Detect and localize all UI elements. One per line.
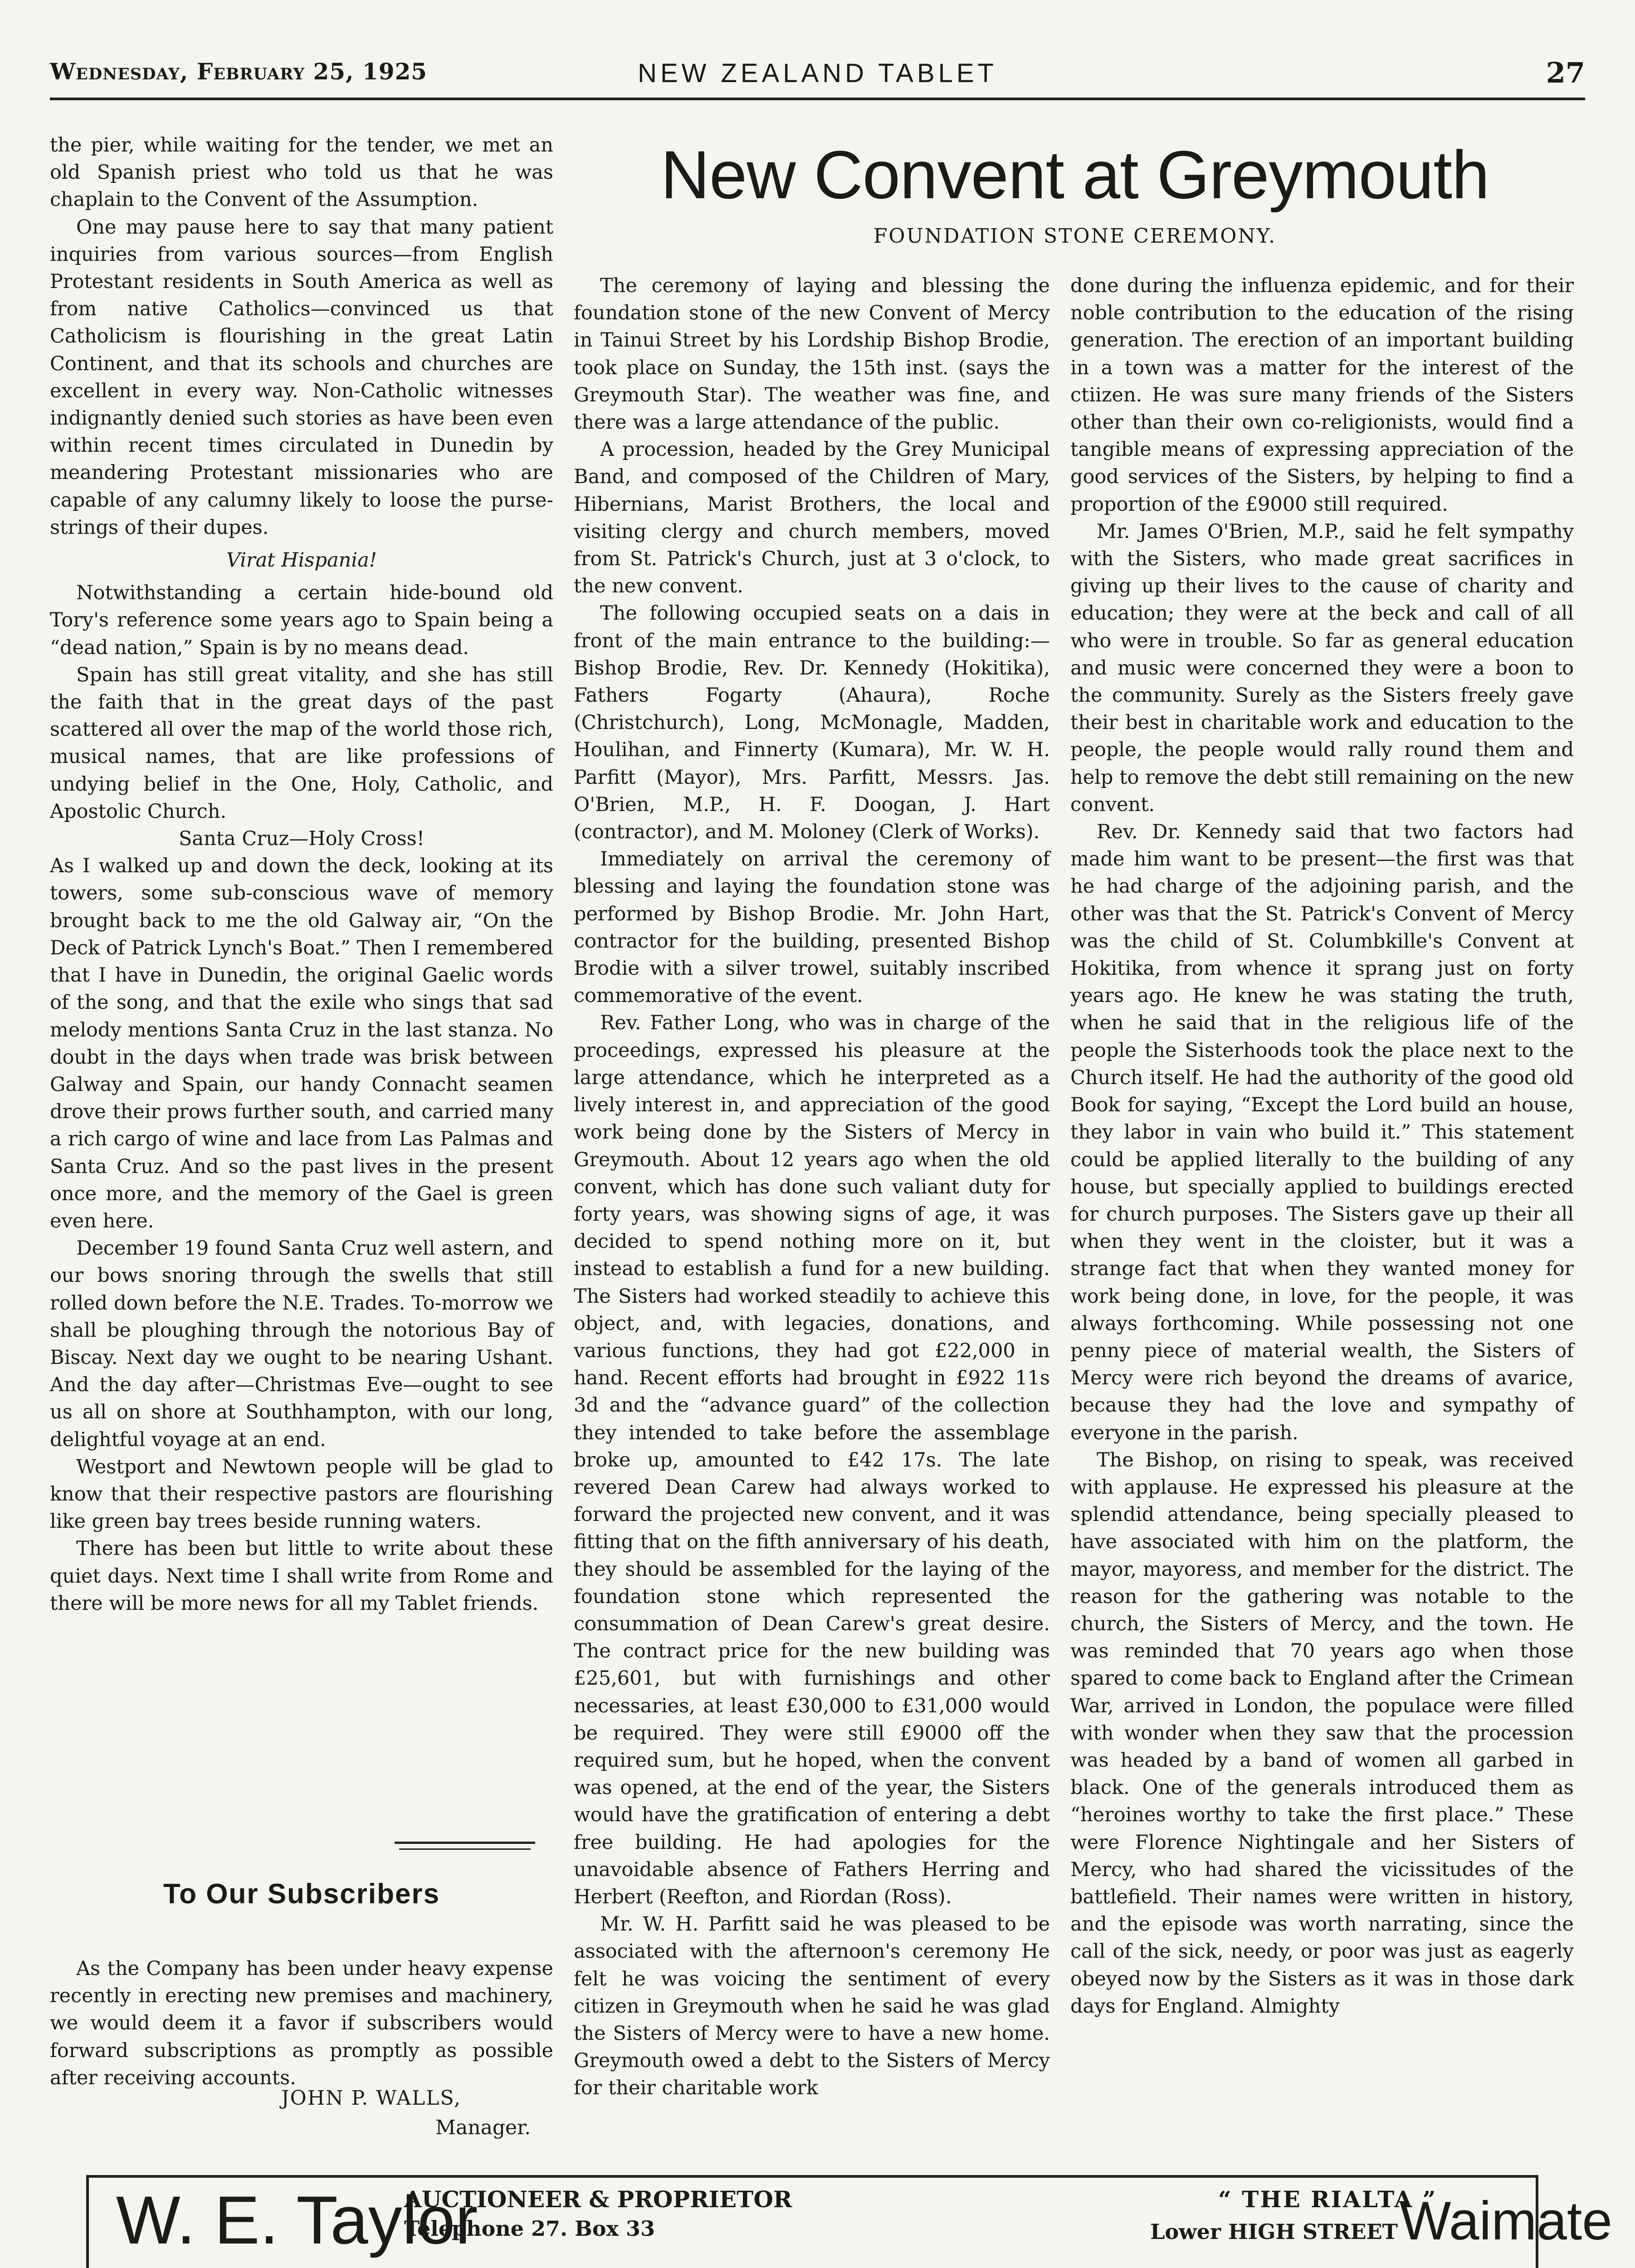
- article-headline: New Convent at Greymouth: [660, 137, 1489, 213]
- paragraph: One may pause here to say that many patient inquiries from various sources—from English Protestant residents in South America as well as from native Catholics—convinced us that Catholicism is flourishing in the great Latin Continent, and that its schools and churches are excellent in every way. Non-Catholic witnesses indignantly denied such stories as have been even within recent times circulated in Dunedin by meandering Protestant missionaries who are capable of any calumny likely to loose the purse-strings of their dupes.: [50, 215, 553, 539]
- left-column: [50, 132, 553, 1901]
- paragraph: the pier, while waiting for the tender, we met an old Spanish priest who told us that he was chaplain to the Convent of the Assumption.: [50, 134, 553, 211]
- separator-rule-thin: [399, 1848, 531, 1850]
- advertiser-town: Waimate: [1400, 2190, 1612, 2251]
- advertiser-telephone: Telephone 27. Box 33: [404, 2216, 655, 2241]
- paragraph: Rev. Dr. Kennedy said that two factors had made him want to be present—the first was that he had charge of the adjoining parish, and the other was that the St. Patrick's Convent of Mercy was the child of St. Columbkille's Convent at Hokitika, from whence it sprang just on forty years ago. He knew he was stating the truth, when he said that in the religious life of the people the Sisterhoods took the place next to the Church itself. He had the authority of the good old Book for saying, “Except the Lord build an house, they labor in vain who build it.” This statement could be applied literally to the building of any house, but specially applied to buildings erected for church purposes. The Sisters gave up their all when they went in the cloister, but it was a strange fact that when they wanted money for work being done, in love, for the people, it was always forthcoming. While possessing not one penny piece of material wealth, the Sisters of Mercy were rich beyond the dreams of avarice, because they had the love and sympathy of everyone in the parish.: [1070, 821, 1574, 1444]
- page-number: 27: [1546, 56, 1585, 89]
- separator-rule: [395, 1842, 535, 1844]
- signature-name: JOHN P. WALLS,: [281, 2087, 462, 2110]
- advertiser-role: AUCTIONEER & PROPRIETOR: [404, 2186, 792, 2213]
- article-column-2: [1070, 272, 1574, 2259]
- paragraph: A procession, headed by the Grey Municipal Band, and composed of the Children of Mary, Hibernians, Marist Brothers, the local and visiting clergy and church members, moved from St. Patrick's Church, just at 3 o'clock, to the new convent.: [574, 438, 1050, 598]
- issue-date: Wednesday, February 25, 1925: [50, 58, 428, 85]
- paragraph: Rev. Father Long, who was in charge of the proceedings, expressed his pleasure at the large attendance, which he interpreted as a lively interest in, and appreciation of the good work being done by the Sisters of Mercy in Greymouth. About 12 years ago when the old convent, which has done such valiant duty for forty years, was showing signs of age, it was decided to spend nothing more on it, but instead to establish a fund for a new building. The Sisters had worked steadily to achieve this object, and, with legacies, donations, and various functions, they had got £22,000 in hand. Recent efforts had brought in £922 11s 3d and the “advance guard” of the collection they intended to take before the assemblage broke up, amounted to £42 17s. The late revered Dean Carew had always worked to forward the projected new convent, and it was fitting that on the fifth anniversary of his death, they should be assembled for the laying of the foundation stone which represented the consummation of Dean Carew's great desire. The contract price for the new building was £25,601, but with furnishings and other necessaries, at least £30,000 to £31,000 would be required. They were still £9000 off the required sum, but he hoped, when the convent was opened, at the end of the year, the Sisters would have the gratification of entering a debt free building. He had apologies for the unavoidable absence of Fathers Herring and Herbert (Reefton, and Riordan (Ross).: [574, 1012, 1050, 1908]
- subscribers-notice: [50, 1955, 553, 2092]
- section-heading-santa-cruz: Santa Cruz—Holy Cross!: [178, 827, 425, 850]
- advertiser-name: W. E. Taylor: [116, 2182, 478, 2258]
- paragraph: There has been but little to write about these quiet days. Next time I shall write from Rome and there will be more news for all my Tablet friends.: [50, 1537, 553, 1615]
- page-header: [50, 54, 1585, 94]
- advertiser-venue: “ THE RIALTA ”: [1218, 2186, 1437, 2213]
- section-heading-vivat: Virat Hispania!: [226, 549, 377, 572]
- advertisement-box: [86, 2175, 1612, 2268]
- paragraph: Immediately on arrival the ceremony of blessing and laying the foundation stone was performed by Bishop Brodie. Mr. John Hart, contractor for the building, presented Bishop Brodie with a silver trowel, suitably inscribed commemorative of the event.: [574, 848, 1050, 1007]
- paragraph: done during the influenza epidemic, and for their noble contribution to the education of the rising generation. The erection of an important building in a town was a matter for the interest of the ctiizen. He was sure many friends of the Sisters other than their own co-religionists, would find a tangible means of expressing appreciation of the good services of the Sisters, by helping to find a proportion of the £9000 still required.: [1070, 274, 1574, 516]
- paragraph: The Bishop, on rising to speak, was received with applause. He expressed his pleasure at the splendid attendance, being specially pleased to have associated with him on the platform, the mayor, mayoress, and member for the district. The reason for the gathering was notable to the church, the Sisters of Mercy, and the town. He was reminded that 70 years ago when those spared to come back to England after the Crimean War, arrived in London, the populace were filled with wonder when they saw that the procession was headed by a band of women all garbed in black. One of the generals introduced them as “heroines worthy to take the first place.” These were Florence Nightingale and her Sisters of Mercy, who had shared the vicissitudes of the battlefield. Their names were written in history, and the episode was worth narrating, since the call of the sick, needy, or poor was just as eagerly obeyed now by the Sisters as it was in those dark days for England. Almighty: [1070, 1448, 1574, 2018]
- signature-role: Manager.: [435, 2116, 531, 2139]
- paragraph: As the Company has been under heavy expense recently in erecting new premises and machinery, we would deem it a favor if subscribers would forward subscriptions as promptly as possible after receiving accounts.: [50, 1957, 553, 2089]
- paragraph: Spain has still great vitality, and she has still the faith that in the great days of the past scattered all over the map of the world those rich, musical names, that are like professions of undying belief in the One, Holy, Catholic, and Apostolic Church.: [50, 663, 553, 823]
- article-subhead: FOUNDATION STONE CEREMONY.: [873, 225, 1277, 248]
- paragraph: The ceremony of laying and blessing the foundation stone of the new Convent of Mercy in Tainui Street by his Lordship Bishop Brodie, took place on Sunday, the 15th inst. (says the Greymouth Star). The weather was fine, and there was a large attendance of the public.: [574, 274, 1050, 434]
- paragraph: The following occupied seats on a dais in front of the main entrance to the building:—Bishop Brodie, Rev. Dr. Kennedy (Hokitika), Fathers Fogarty (Ahaura), Roche (Christchurch), Long, McMonagle, Madden, Houlihan, and Finnerty (Kumara), Mr. W. H. Parfitt (Mayor), Mrs. Parfitt, Messrs. Jas. O'Brien, M.P., H. F. Doogan, J. Hart (contractor), and M. Moloney (Clerk of Works).: [574, 602, 1050, 844]
- paragraph: As I walked up and down the deck, looking at its towers, some sub-conscious wave of memory brought back to me the old Galway air, “On the Deck of Patrick Lynch's Boat.” Then I remembered that I have in Dunedin, the original Gaelic words of the song, and that the exile who sings that sad melody mentions Santa Cruz in the last stanza. No doubt in the days when trade was brisk between Galway and Spain, our handy Connacht seamen drove their prows further south, and carried many a rich cargo of wine and lace from Las Palmas and Santa Cruz. And so the past lives in the present once more, and the memory of the Gael is green even here.: [50, 855, 553, 1232]
- header-rule: [50, 98, 1585, 100]
- paragraph: Mr. James O'Brien, M.P., said he felt sympathy with the Sisters, who made great sacrifices in giving up their lives to the cause of charity and education; they were at the beck and call of all who were in trouble. So far as general education and music were concerned they were a boon to the community. Surely as the Sisters freely gave their best in charitable work and education to the people, the people would rally round them and help to remove the debt still remaining on the new convent.: [1070, 520, 1574, 816]
- paragraph: Westport and Newtown people will be glad to know that their respective pastors are flourishing like green bay trees beside running waters.: [50, 1455, 553, 1533]
- paragraph: Notwithstanding a certain hide-bound old Tory's reference some years ago to Spain being a “dead nation,” Spain is by no means dead.: [50, 582, 553, 659]
- masthead: NEW ZEALAND TABLET: [638, 59, 997, 88]
- article-column-1: [574, 272, 1050, 2259]
- paragraph: Mr. W. H. Parfitt said he was pleased to be associated with the afternoon's ceremony He felt he was voicing the sentiment of every citizen in Greymouth when he said he was glad the Sisters of Mercy were to have a new home. Greymouth owed a debt to the Sisters of Mercy for their charitable work: [574, 1913, 1050, 2100]
- subscribers-title: To Our Subscribers: [163, 1878, 440, 1910]
- paragraph: December 19 found Santa Cruz well astern, and our bows snoring through the swells that still rolled down before the N.E. Trades. To-morrow we shall be ploughing through the notorious Bay of Biscay. Next day we ought to be nearing Ushant. And the day after—Christmas Eve—ought to see us all on shore at Southhampton, with our long, delightful voyage at an end.: [50, 1237, 553, 1451]
- advertiser-street: Lower HIGH STREET: [1150, 2219, 1398, 2244]
